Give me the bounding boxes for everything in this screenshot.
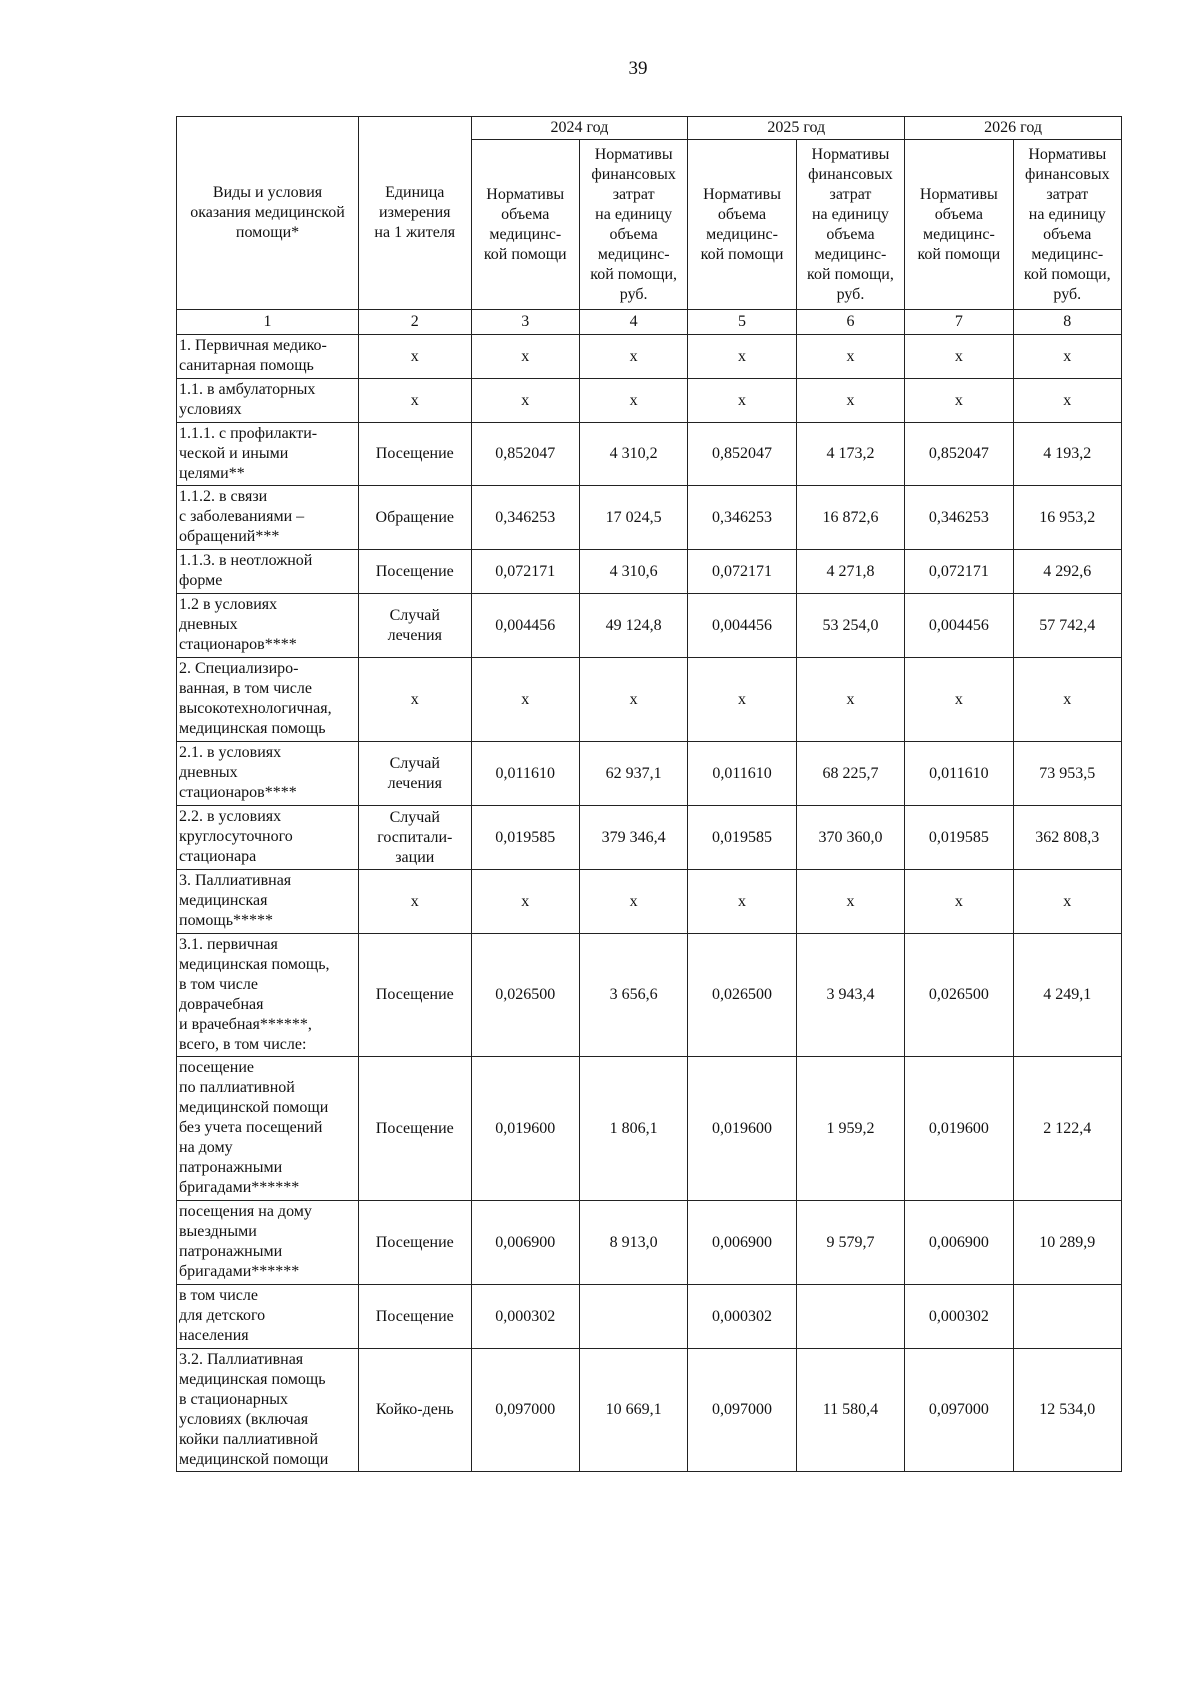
row-unit: Случай лечения xyxy=(359,742,472,806)
header-cost-2026: Нормативы финансовых затрат на единицу объема медицинс- кой помощи, руб. xyxy=(1013,140,1121,310)
row-cost-2025: 4 271,8 xyxy=(796,550,904,594)
row-volume-2026: 0,006900 xyxy=(905,1201,1013,1285)
row-cost-2025: 1 959,2 xyxy=(796,1057,904,1201)
row-name: 1. Первичная медико- санитарная помощь xyxy=(177,335,359,379)
row-cost-2025: 9 579,7 xyxy=(796,1201,904,1285)
row-volume-2025: 0,072171 xyxy=(688,550,796,594)
row-volume-2024: 0,004456 xyxy=(471,594,579,658)
row-volume-2025: 0,011610 xyxy=(688,742,796,806)
row-volume-2026: 0,097000 xyxy=(905,1349,1013,1472)
table-row xyxy=(177,806,1122,870)
row-cost-2025: х xyxy=(796,658,904,742)
row-volume-2024: 0,852047 xyxy=(471,423,579,486)
row-name: 1.1. в амбулаторных условиях xyxy=(177,379,359,423)
row-volume-2025: 0,346253 xyxy=(688,486,796,550)
row-cost-2025: 53 254,0 xyxy=(796,594,904,658)
row-cost-2024: 3 656,6 xyxy=(579,934,687,1057)
row-cost-2026: 73 953,5 xyxy=(1013,742,1121,806)
row-volume-2026: х xyxy=(905,870,1013,934)
header-unit: Единица измерения на 1 жителя xyxy=(359,117,472,310)
row-volume-2024: 0,006900 xyxy=(471,1201,579,1285)
row-cost-2026 xyxy=(1013,1285,1121,1349)
row-cost-2025: 3 943,4 xyxy=(796,934,904,1057)
column-number: 6 xyxy=(796,310,904,335)
column-number: 5 xyxy=(688,310,796,335)
table-row xyxy=(177,1201,1122,1285)
row-volume-2024: 0,019600 xyxy=(471,1057,579,1201)
row-cost-2024: 49 124,8 xyxy=(579,594,687,658)
table-row xyxy=(177,594,1122,658)
row-unit: Посещение xyxy=(359,934,472,1057)
row-cost-2026: 10 289,9 xyxy=(1013,1201,1121,1285)
row-cost-2026: х xyxy=(1013,379,1121,423)
row-unit: Посещение xyxy=(359,423,472,486)
row-volume-2024: 0,019585 xyxy=(471,806,579,870)
row-volume-2024: 0,346253 xyxy=(471,486,579,550)
page-number: 39 xyxy=(628,58,648,79)
row-unit: х xyxy=(359,379,472,423)
row-cost-2026: 2 122,4 xyxy=(1013,1057,1121,1201)
table-row xyxy=(177,423,1122,486)
row-unit: Посещение xyxy=(359,550,472,594)
row-volume-2026: 0,000302 xyxy=(905,1285,1013,1349)
row-volume-2026: 0,019585 xyxy=(905,806,1013,870)
row-cost-2025: 370 360,0 xyxy=(796,806,904,870)
row-unit: х xyxy=(359,335,472,379)
row-volume-2026: х xyxy=(905,379,1013,423)
row-volume-2026: 0,004456 xyxy=(905,594,1013,658)
row-cost-2025: 4 173,2 xyxy=(796,423,904,486)
row-cost-2024: 4 310,6 xyxy=(579,550,687,594)
row-cost-2026: х xyxy=(1013,658,1121,742)
row-name: посещение по паллиативной медицинской помощи без учета посещений на дому патронажными бригадами****** xyxy=(177,1057,359,1201)
table-row xyxy=(177,1285,1122,1349)
row-unit: Койко-день xyxy=(359,1349,472,1472)
row-cost-2026: 362 808,3 xyxy=(1013,806,1121,870)
row-cost-2024 xyxy=(579,1285,687,1349)
row-name: 2.2. в условиях круглосуточного стационара xyxy=(177,806,359,870)
row-unit: Посещение xyxy=(359,1285,472,1349)
row-volume-2025: х xyxy=(688,870,796,934)
row-cost-2026: 16 953,2 xyxy=(1013,486,1121,550)
row-cost-2025 xyxy=(796,1285,904,1349)
table-row xyxy=(177,379,1122,423)
row-volume-2025: 0,006900 xyxy=(688,1201,796,1285)
row-cost-2024: х xyxy=(579,658,687,742)
row-volume-2024: х xyxy=(471,658,579,742)
row-volume-2025: 0,097000 xyxy=(688,1349,796,1472)
row-volume-2026: 0,019600 xyxy=(905,1057,1013,1201)
row-cost-2024: 17 024,5 xyxy=(579,486,687,550)
header-year-2024: 2024 год xyxy=(471,117,688,140)
row-volume-2024: 0,011610 xyxy=(471,742,579,806)
row-volume-2026: 0,852047 xyxy=(905,423,1013,486)
row-volume-2024: х xyxy=(471,379,579,423)
row-volume-2025: х xyxy=(688,658,796,742)
row-unit: Случай госпитали- зации xyxy=(359,806,472,870)
header-row-column-numbers xyxy=(177,310,1122,335)
row-volume-2025: 0,019585 xyxy=(688,806,796,870)
row-volume-2026: 0,026500 xyxy=(905,934,1013,1057)
table-row xyxy=(177,550,1122,594)
row-name: посещения на дому выездными патронажными бригадами****** xyxy=(177,1201,359,1285)
row-unit: Посещение xyxy=(359,1201,472,1285)
row-cost-2025: х xyxy=(796,870,904,934)
header-cost-2024: Нормативы финансовых затрат на единицу объема медицинс- кой помощи, руб. xyxy=(579,140,687,310)
row-volume-2025: 0,026500 xyxy=(688,934,796,1057)
row-volume-2024: 0,097000 xyxy=(471,1349,579,1472)
row-cost-2025: 68 225,7 xyxy=(796,742,904,806)
row-cost-2026: 12 534,0 xyxy=(1013,1349,1121,1472)
table-row xyxy=(177,658,1122,742)
row-cost-2024: 1 806,1 xyxy=(579,1057,687,1201)
row-cost-2025: х xyxy=(796,379,904,423)
column-number: 2 xyxy=(359,310,472,335)
row-cost-2026: 4 249,1 xyxy=(1013,934,1121,1057)
column-number: 8 xyxy=(1013,310,1121,335)
row-unit: х xyxy=(359,658,472,742)
table-row xyxy=(177,486,1122,550)
row-cost-2026: х xyxy=(1013,870,1121,934)
row-unit: х xyxy=(359,870,472,934)
row-name: 3.1. первичная медицинская помощь, в том числе доврачебная и врачебная******, всего, в том числе: xyxy=(177,934,359,1057)
row-name: 1.1.1. с профилакти- ческой и иными целями** xyxy=(177,423,359,486)
row-volume-2025: х xyxy=(688,379,796,423)
row-volume-2026: 0,072171 xyxy=(905,550,1013,594)
row-cost-2024: х xyxy=(579,379,687,423)
row-cost-2024: 10 669,1 xyxy=(579,1349,687,1472)
row-cost-2025: 16 872,6 xyxy=(796,486,904,550)
row-volume-2024: х xyxy=(471,335,579,379)
row-cost-2024: 62 937,1 xyxy=(579,742,687,806)
row-name: в том числе для детского населения xyxy=(177,1285,359,1349)
row-volume-2026: х xyxy=(905,335,1013,379)
row-cost-2024: 4 310,2 xyxy=(579,423,687,486)
row-cost-2024: 379 346,4 xyxy=(579,806,687,870)
row-volume-2025: 0,000302 xyxy=(688,1285,796,1349)
row-cost-2024: х xyxy=(579,870,687,934)
table-row xyxy=(177,1349,1122,1472)
row-volume-2026: х xyxy=(905,658,1013,742)
norms-table xyxy=(176,116,1122,1472)
row-cost-2026: х xyxy=(1013,335,1121,379)
table-row xyxy=(177,335,1122,379)
header-volume-2024: Нормативы объема медицинс- кой помощи xyxy=(471,140,579,310)
row-name: 3.2. Паллиативная медицинская помощь в стационарных условиях (включая койки паллиативной медицинской помощи xyxy=(177,1349,359,1472)
header-year-2025: 2025 год xyxy=(688,117,905,140)
row-name: 2.1. в условиях дневных стационаров**** xyxy=(177,742,359,806)
row-name: 1.1.3. в неотложной форме xyxy=(177,550,359,594)
row-volume-2026: 0,346253 xyxy=(905,486,1013,550)
row-volume-2024: х xyxy=(471,870,579,934)
row-name: 3. Паллиативная медицинская помощь***** xyxy=(177,870,359,934)
table-body xyxy=(177,335,1122,1472)
row-volume-2024: 0,072171 xyxy=(471,550,579,594)
row-name: 2. Специализиро- ванная, в том числе высокотехнологичная, медицинская помощь xyxy=(177,658,359,742)
row-cost-2026: 4 292,6 xyxy=(1013,550,1121,594)
row-name: 1.2 в условиях дневных стационаров**** xyxy=(177,594,359,658)
row-name: 1.1.2. в связи с заболеваниями – обращений*** xyxy=(177,486,359,550)
header-volume-2025: Нормативы объема медицинс- кой помощи xyxy=(688,140,796,310)
column-number: 3 xyxy=(471,310,579,335)
header-year-2026: 2026 год xyxy=(905,117,1122,140)
table-row xyxy=(177,1057,1122,1201)
table-row xyxy=(177,870,1122,934)
row-volume-2025: х xyxy=(688,335,796,379)
row-cost-2024: 8 913,0 xyxy=(579,1201,687,1285)
row-volume-2024: 0,026500 xyxy=(471,934,579,1057)
row-cost-2026: 4 193,2 xyxy=(1013,423,1121,486)
column-number: 1 xyxy=(177,310,359,335)
column-number: 7 xyxy=(905,310,1013,335)
row-unit: Посещение xyxy=(359,1057,472,1201)
header-care-type: Виды и условия оказания медицинской помощи* xyxy=(177,117,359,310)
header-volume-2026: Нормативы объема медицинс- кой помощи xyxy=(905,140,1013,310)
row-volume-2025: 0,852047 xyxy=(688,423,796,486)
row-unit: Обращение xyxy=(359,486,472,550)
row-volume-2025: 0,004456 xyxy=(688,594,796,658)
row-cost-2025: 11 580,4 xyxy=(796,1349,904,1472)
row-volume-2026: 0,011610 xyxy=(905,742,1013,806)
header-row-years xyxy=(177,117,1122,140)
header-cost-2025: Нормативы финансовых затрат на единицу объема медицинс- кой помощи, руб. xyxy=(796,140,904,310)
table-row xyxy=(177,934,1122,1057)
column-number: 4 xyxy=(579,310,687,335)
row-cost-2025: х xyxy=(796,335,904,379)
row-cost-2024: х xyxy=(579,335,687,379)
table-row xyxy=(177,742,1122,806)
row-volume-2024: 0,000302 xyxy=(471,1285,579,1349)
row-unit: Случай лечения xyxy=(359,594,472,658)
row-cost-2026: 57 742,4 xyxy=(1013,594,1121,658)
row-volume-2025: 0,019600 xyxy=(688,1057,796,1201)
